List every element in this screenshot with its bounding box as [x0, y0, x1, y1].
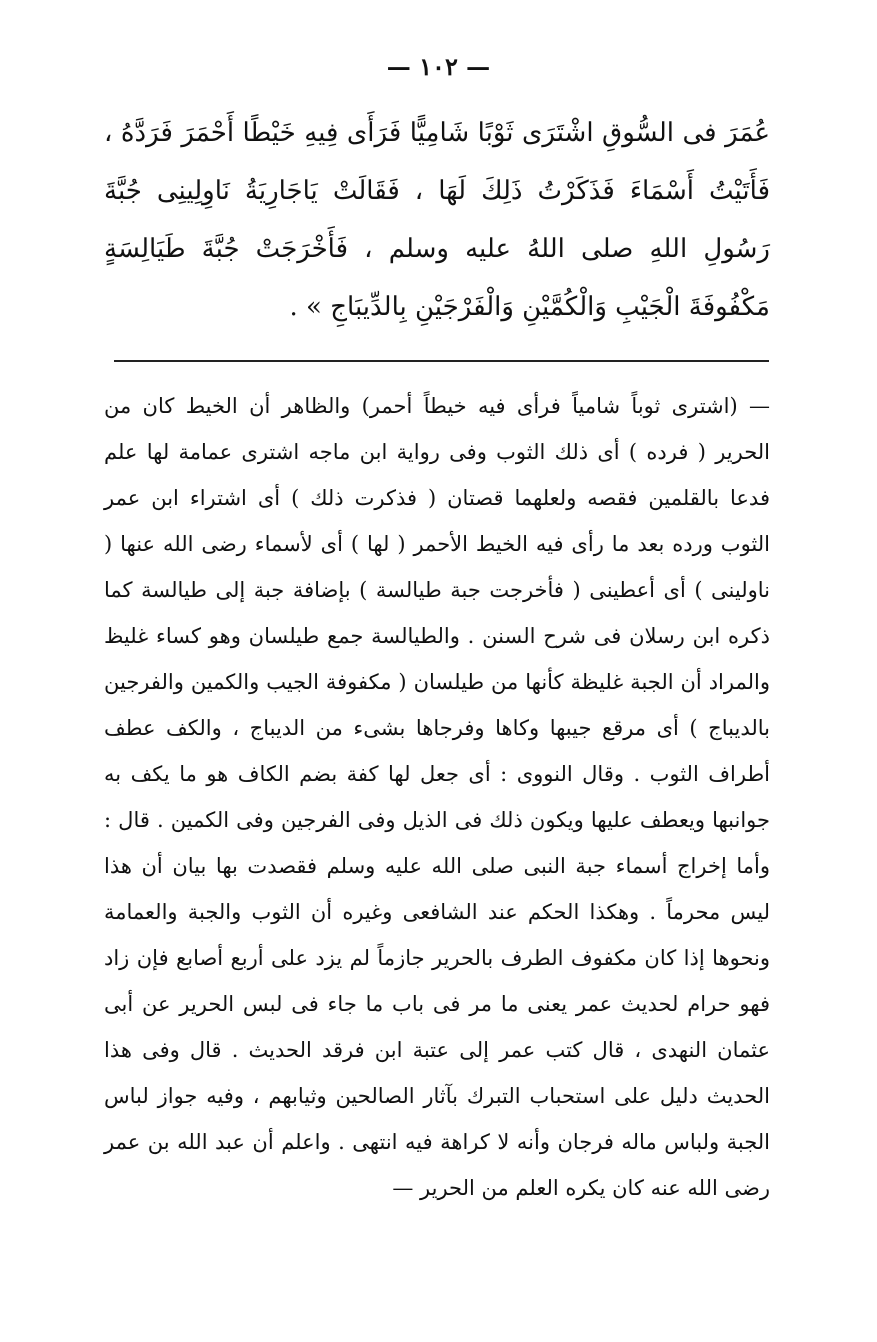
- page-number: — ١٠٢ —: [386, 52, 491, 81]
- hadith-text: عُمَرَ فى السُّوقِ اشْتَرَى ثَوْبًا شَامِيًّا فَرَأَى فِيهِ خَيْطًا أَحْمَرَ فَرَدَّهُ ، فَأَتَيْتُ أَسْمَاءَ فَذَكَرْتُ ذَلِكَ لَهَا ، فَقَالَتْ يَاجَارِيَةُ نَاوِلِينِى جُبَّةَ رَسُولِ اللهِ صلى اللهُ عليه وسلم ، فَأَخْرَجَتْ جُبَّةَ طَيَالِسَةٍ مَكْفُوفَةَ الْجَيْبِ وَالْكُمَّيْنِ وَالْفَرْجَيْنِ بِالدِّيبَاجِ » .: [104, 118, 770, 322]
- commentary-text: — (اشترى ثوباً شامياً فرأى فيه خيطاً أحمر) والظاهر أن الخيط كان من الحرير ( فرده ) أى ذلك الثوب وفى رواية ابن ماجه اشترى عمامة لها علم فدعا بالقلمين فقصه ولعلهما قصتان ( فذكرت ذلك ) أى اشتراء ابن عمر الثوب ورده بعد ما رأى فيه الخيط الأحمر ( لها ) أى لأسماء رضى الله عنها ( ناولينى ) أى أعطينى ( فأخرجت جبة طيالسة ) بإضافة جبة إلى طيالسة كما ذكره ابن رسلان فى شرح السنن . والطيالسة جمع طيلسان وهو كساء غليظ والمراد أن الجبة غليظة كأنها من طيلسان ( مكفوفة الجيب والكمين والفرجين بالديباج ) أى مرقع جيبها وكاها وفرجاها بشىء من الديباج ، والكف عطف أطراف الثوب . وقال النووى : أى جعل لها كفة بضم الكاف هو ما يكف به جوانبها ويعطف عليها ويكون ذلك فى الذيل وفى الفرجين وفى الكمين . قال : وأما إخراج أسماء جبة النبى صلى الله عليه وسلم فقصدت بها بيان أن هذا ليس محرماً . وهكذا الحكم عند الشافعى وغيره أن الثوب والجبة والعمامة ونحوها إذا كان مكفوف الطرف بالحرير جازماً لم يزد على أربع أصابع فإن زاد فهو حرام لحديث عمر يعنى ما مر فى باب ما جاء فى لبس الحرير عن أبى عثمان النهدى ، قال كتب عمر إلى عتبة ابن فرقد الحديث . قال وفى هذا الحديث دليل على استحباب التبرك بآثار الصالحين وثيابهم ، وفيه جواز لباس الجبة ولباس ماله فرجان وأنه لا كراهة فيه انتهى . واعلم أن عبد الله بن عمر رضى الله عنه كان يكره العلم من الحرير —: [104, 394, 770, 1200]
- footnote-separator: [114, 360, 769, 362]
